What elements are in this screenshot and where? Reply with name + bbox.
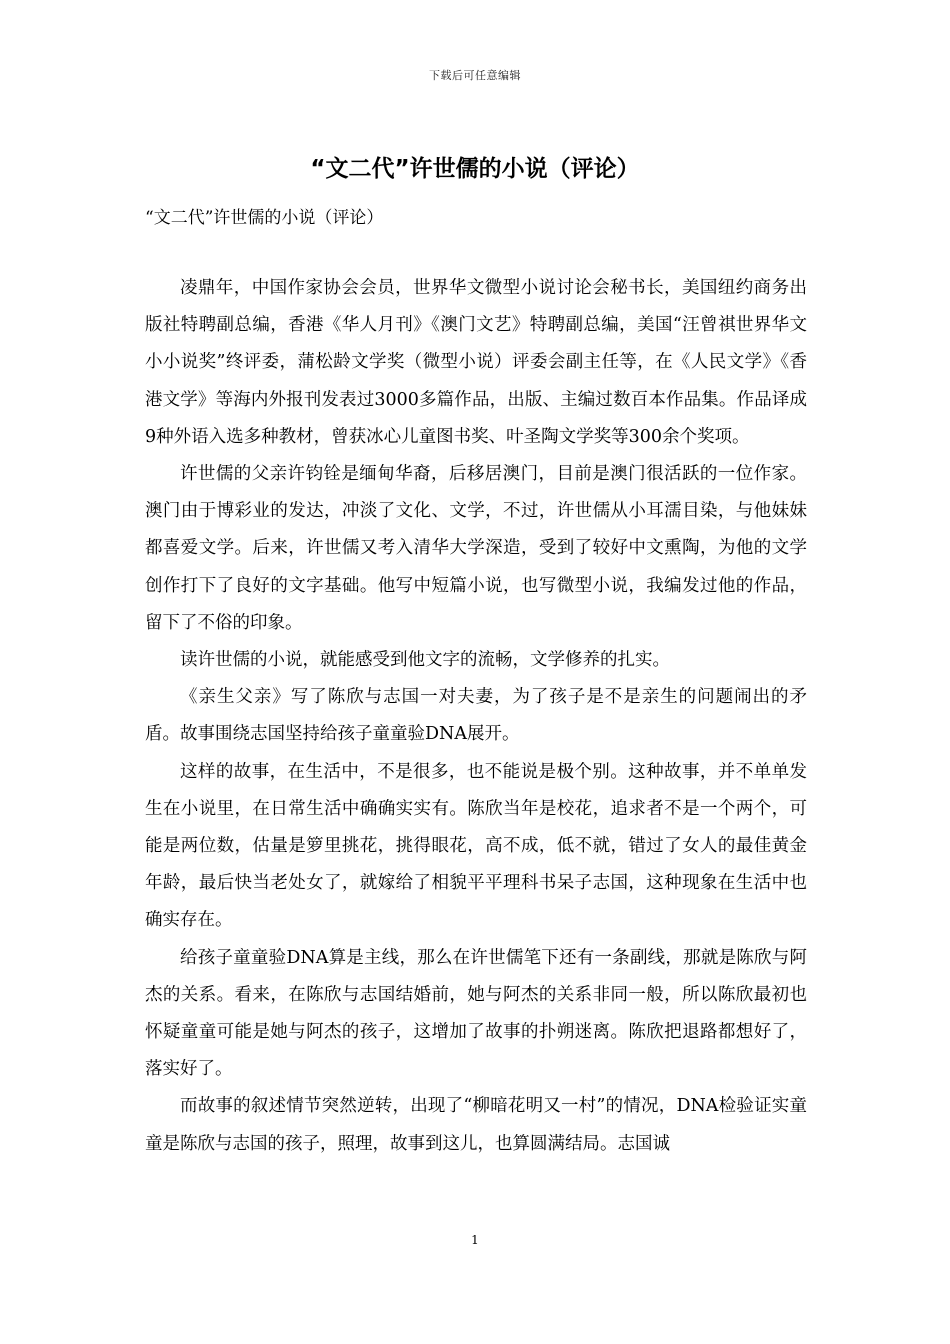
document-body	[145, 270, 807, 1163]
document-title: “文二代”许世儒的小说（评论）	[310, 156, 640, 182]
paragraph: 给孩子童童验DNA算是主线，那么在许世儒笔下还有一条副线，那就是陈欣与阿杰的关系。看来，在陈欣与志国结婚前，她与阿杰的关系非同一般，所以陈欣最初也怀疑童童可能是她与阿杰的孩子，这增加了故事的扑朔迷离。陈欣把退路都想好了，落实好了。	[145, 947, 807, 1080]
page-number: 1	[471, 1233, 479, 1247]
paragraph: 凌鼎年，中国作家协会会员，世界华文微型小说讨论会秘书长，美国纽约商务出版社特聘副总编，香港《华人月刊》《澳门文艺》特聘副总编，美国“汪曾祺世界华文小小说奖”终评委，蒲松龄文学奖（微型小说）评委会副主任等，在《人民文学》《香港文学》等海内外报刊发表过3000多篇作品，出版、主编过数百本作品集。作品译成9种外语入选多种教材，曾获冰心儿童图书奖、叶圣陶文学奖等300余个奖项。	[145, 278, 807, 447]
paragraph: 《亲生父亲》写了陈欣与志国一对夫妻，为了孩子是不是亲生的问题闹出的矛盾。故事围绕志国坚持给孩子童童验DNA展开。	[145, 687, 807, 745]
paragraph: 这样的故事，在生活中，不是很多，也不能说是极个别。这种故事，并不单单发生在小说里，在日常生活中确确实实有。陈欣当年是校花，追求者不是一个两个，可能是两位数，估量是箩里挑花，挑得眼花，高不成，低不就，错过了女人的最佳黄金年龄，最后快当老处女了，就嫁给了相貌平平理科书呆子志国，这种现象在生活中也确实存在。	[145, 761, 807, 931]
document-subtitle: “文二代”许世儒的小说（评论）	[145, 208, 384, 228]
paragraph: 许世儒的父亲许钧铨是缅甸华裔，后移居澳门，目前是澳门很活跃的一位作家。澳门由于博彩业的发达，冲淡了文化、文学，不过，许世儒从小耳濡目染，与他妹妹都喜爱文学。后来，许世儒又考入清华大学深造，受到了较好中文熏陶，为他的文学创作打下了良好的文字基础。他写中短篇小说，也写微型小说，我编发过他的作品，留下了不俗的印象。	[145, 464, 807, 633]
paragraph: 而故事的叙述情节突然逆转，出现了“柳暗花明又一村”的情况，DNA检验证实童童是陈欣与志国的孩子，照理，故事到这儿，也算圆满结局。志国诚	[145, 1096, 807, 1154]
paragraph: 读许世儒的小说，就能感受到他文字的流畅，文学修养的扎实。	[180, 650, 670, 671]
header-note: 下载后可任意编辑	[429, 69, 521, 82]
